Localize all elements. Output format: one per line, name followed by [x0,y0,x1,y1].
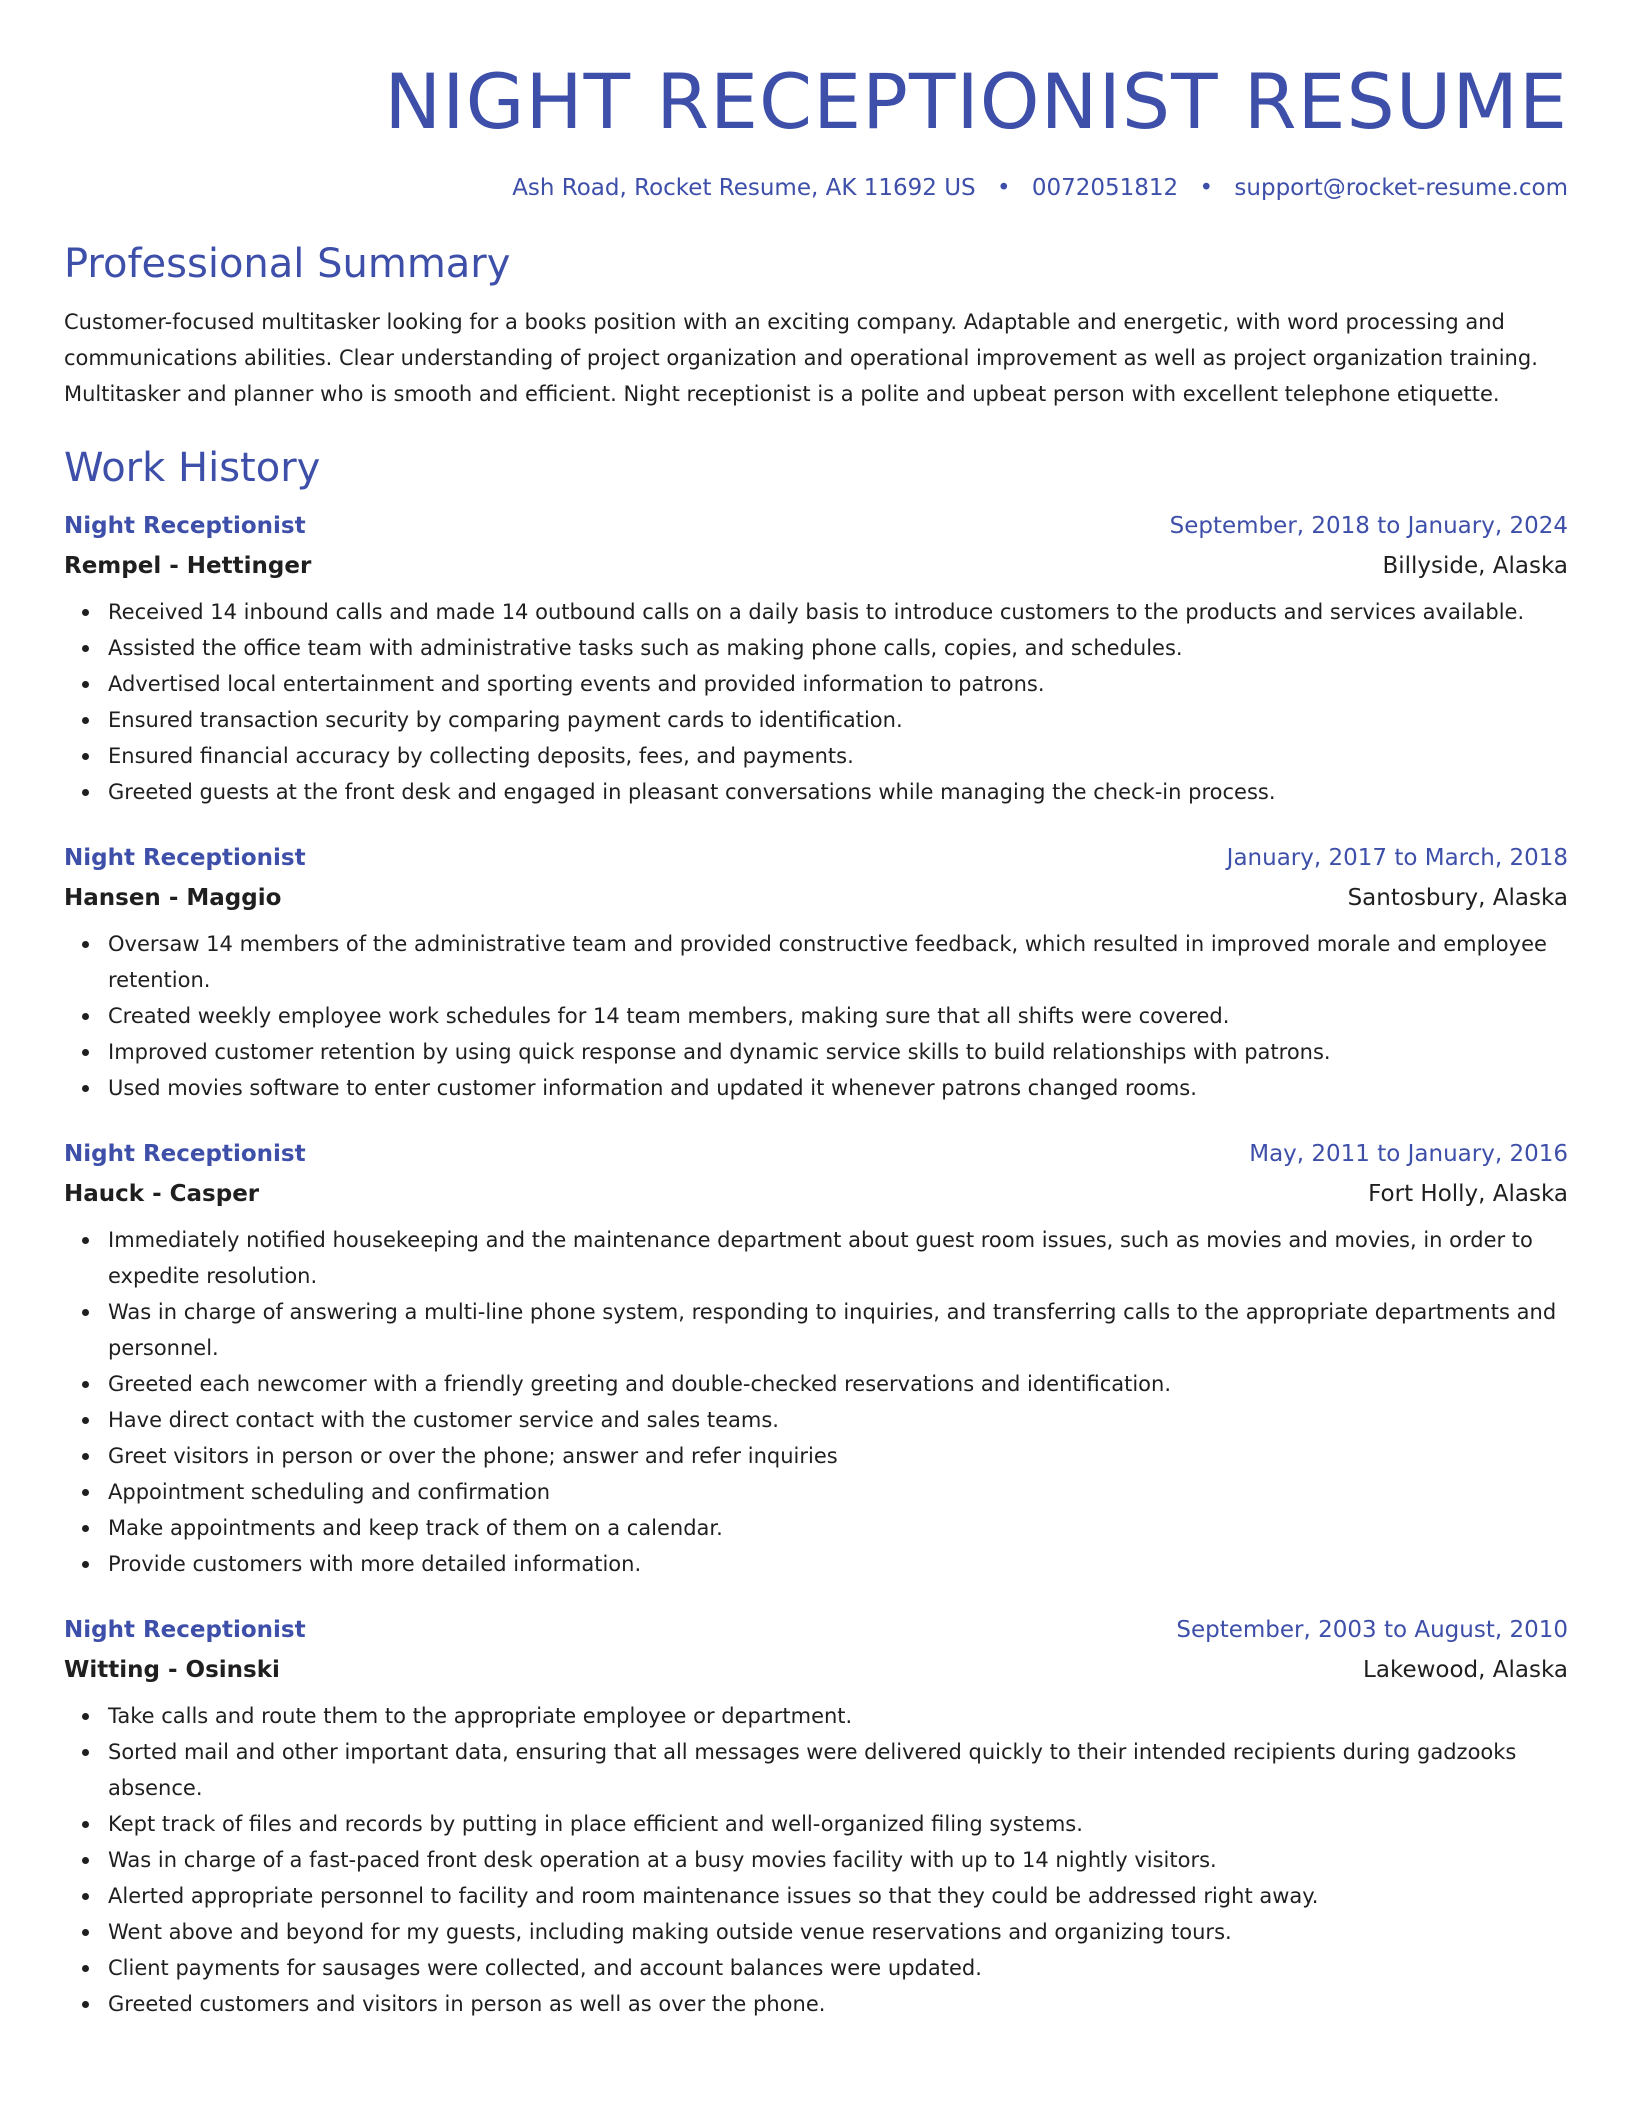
job-bullet: Sorted mail and other important data, ensuring that all messages were delivered quickly to their intended recipients during gadzooks absence. [108,1734,1568,1806]
job-company: Hansen - Maggio [64,885,282,911]
work-history-heading: Work History [64,445,321,491]
job-bullets [64,1698,1568,2022]
job-dates: January, 2017 to March, 2018 [1226,845,1568,871]
job-company: Rempel - Hettinger [64,553,312,579]
job-bullet: Went above and beyond for my guests, including making outside venue reservations and organizing tours. [108,1914,1568,1950]
job-bullet: Client payments for sausages were collected, and account balances were updated. [108,1950,1568,1986]
job-subheader [64,1176,1568,1212]
job-header [64,1136,1568,1172]
job-header [64,1612,1568,1648]
job-bullet: Used movies software to enter customer information and updated it whenever patrons changed rooms. [108,1070,1568,1106]
job-bullet: Kept track of files and records by putting in place efficient and well-organized filing systems. [108,1806,1568,1842]
summary-text: Customer-focused multitasker looking for a books position with an exciting company. Adaptable and energetic, with word processing and communications abilities. Clear understanding of project organization and operational improvement as well as project organization training. Multitasker and planner who is smooth and efficient. Night receptionist is a polite and upbeat person with excellent telephone etiquette. [64,310,1538,406]
job-header [64,840,1568,876]
job-bullet: Have direct contact with the customer service and sales teams. [108,1402,1568,1438]
job-entry [64,1136,1568,1582]
contact-separator: • [996,175,1011,201]
job-location: Santosbury, Alaska [1347,885,1568,911]
job-location: Fort Holly, Alaska [1368,1181,1568,1207]
job-bullet: Make appointments and keep track of them on a calendar. [108,1510,1568,1546]
job-bullet: Created weekly employee work schedules for 14 team members, making sure that all shifts were covered. [108,998,1568,1034]
contact-address: Ash Road, Rocket Resume, AK 11692 US [512,175,976,201]
job-company: Witting - Osinski [64,1657,280,1683]
job-bullet: Received 14 inbound calls and made 14 outbound calls on a daily basis to introduce customers to the products and services available. [108,594,1568,630]
job-bullet: Alerted appropriate personnel to facility and room maintenance issues so that they could be addressed right away. [108,1878,1568,1914]
job-role: Night Receptionist [64,1617,306,1643]
contact-line [64,172,1568,204]
job-company: Hauck - Casper [64,1181,260,1207]
job-bullet: Was in charge of a fast-paced front desk operation at a busy movies facility with up to 14 nightly visitors. [108,1842,1568,1878]
contact-separator: • [1199,175,1214,201]
job-subheader [64,1652,1568,1688]
job-entry [64,840,1568,1106]
resume-title: NIGHT RECEPTIONIST RESUME [384,57,1568,146]
contact-phone: 0072051812 [1031,175,1179,201]
job-subheader [64,548,1568,584]
job-entry [64,508,1568,810]
job-bullet: Advertised local entertainment and sporting events and provided information to patrons. [108,666,1568,702]
job-bullet: Greeted customers and visitors in person as well as over the phone. [108,1986,1568,2022]
job-bullet: Take calls and route them to the appropriate employee or department. [108,1698,1568,1734]
job-role: Night Receptionist [64,845,306,871]
job-bullet: Greeted guests at the front desk and engaged in pleasant conversations while managing the check-in process. [108,774,1568,810]
job-bullet: Ensured transaction security by comparing payment cards to identification. [108,702,1568,738]
job-role: Night Receptionist [64,1141,306,1167]
job-location: Billyside, Alaska [1382,553,1568,579]
job-header [64,508,1568,544]
job-bullet: Ensured financial accuracy by collecting deposits, fees, and payments. [108,738,1568,774]
job-bullet: Provide customers with more detailed information. [108,1546,1568,1582]
job-bullet: Appointment scheduling and confirmation [108,1474,1568,1510]
job-bullet: Greet visitors in person or over the phone; answer and refer inquiries [108,1438,1568,1474]
job-dates: September, 2018 to January, 2024 [1169,513,1568,539]
job-bullets [64,594,1568,810]
job-bullets [64,1222,1568,1582]
job-entry [64,1612,1568,2022]
contact-email: support@rocket-resume.com [1234,175,1568,201]
job-bullet: Assisted the office team with administrative tasks such as making phone calls, copies, and schedules. [108,630,1568,666]
job-bullet: Greeted each newcomer with a friendly greeting and double-checked reservations and identification. [108,1366,1568,1402]
job-bullet: Was in charge of answering a multi-line phone system, responding to inquiries, and transferring calls to the appropriate departments and personnel. [108,1294,1568,1366]
job-subheader [64,880,1568,916]
job-bullet: Immediately notified housekeeping and the maintenance department about guest room issues, such as movies and movies, in order to expedite resolution. [108,1222,1568,1294]
job-dates: May, 2011 to January, 2016 [1249,1141,1568,1167]
job-bullet: Improved customer retention by using quick response and dynamic service skills to build relationships with patrons. [108,1034,1568,1070]
job-dates: September, 2003 to August, 2010 [1176,1617,1568,1643]
summary-heading: Professional Summary [64,241,511,287]
job-bullet: Oversaw 14 members of the administrative team and provided constructive feedback, which resulted in improved morale and employee retention. [108,926,1568,998]
job-bullets [64,926,1568,1106]
resume-page [64,0,1568,2022]
job-role: Night Receptionist [64,513,306,539]
job-location: Lakewood, Alaska [1363,1657,1568,1683]
